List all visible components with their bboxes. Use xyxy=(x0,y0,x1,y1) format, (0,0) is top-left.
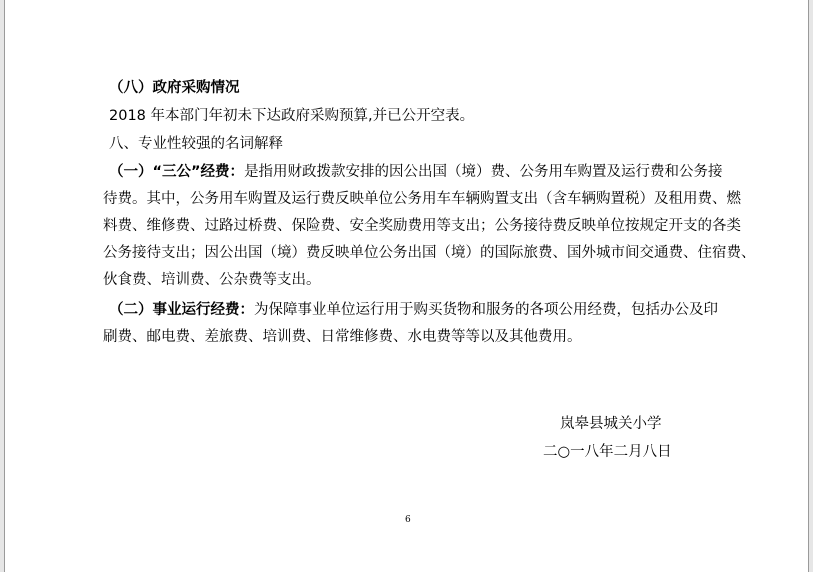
page-number: 6 xyxy=(405,515,411,525)
term1-text-line3: 料费、维修费、过路过桥费、保险费、安全奖励费用等支出；公务接待费反映单位按规定开支的各类 xyxy=(103,218,741,234)
term2-text-line2: 刷费、邮电费、差旅费、培训费、日常维修费、水电费等等以及其他费用。 xyxy=(103,329,582,345)
term2-text-line1: 为保障事业单位运行用于购买货物和服务的各项公用经费，包括办公及印 xyxy=(254,302,718,318)
term2-first-line xyxy=(109,300,718,320)
term1-first-line xyxy=(109,162,723,182)
term1-text-line1: 是指用财政拨款安排的因公出国（境）费、公务用车购置及运行费和公务接 xyxy=(244,164,723,180)
section-heading-procurement: （八）政府采购情况 xyxy=(109,80,240,96)
term1-text-line5: 伙食费、培训费、公杂费等支出。 xyxy=(103,272,321,288)
signature-date: 二○一八年二月八日 xyxy=(543,444,672,460)
glossary-heading: 八、专业性较强的名词解释 xyxy=(109,136,283,152)
term1-text-line4: 公务接待支出；因公出国（境）费反映单位公务出国（境）的国际旅费、国外城市间交通费、住宿费、 xyxy=(103,245,756,261)
term2-label: （二）事业运行经费： xyxy=(109,302,254,318)
document-page xyxy=(4,0,809,572)
procurement-text: 2018 年本部门年初未下达政府采购预算,并已公开空表。 xyxy=(109,108,475,124)
term1-label: （一）“三公”经费： xyxy=(109,164,245,180)
signature-org: 岚皋县城关小学 xyxy=(560,416,662,432)
term1-text-line2: 待费。其中，公务用车购置及运行费反映单位公务用车车辆购置支出（含车辆购置税）及租用费、燃 xyxy=(103,191,741,207)
